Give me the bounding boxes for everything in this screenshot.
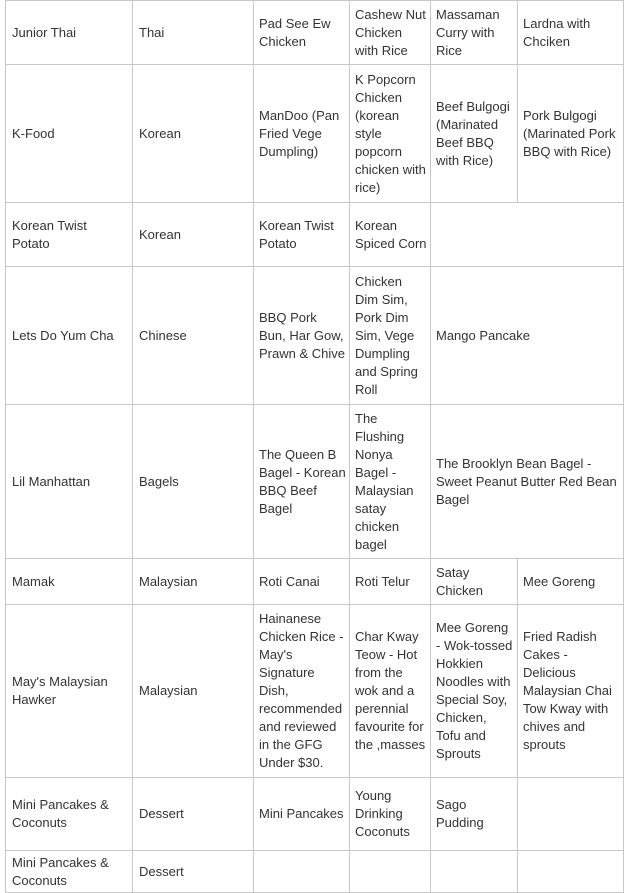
- table-cell: Lardna with Chciken: [518, 1, 624, 65]
- table-cell: Dessert: [133, 778, 254, 851]
- table-cell: ManDoo (Pan Fried Vege Dumpling): [254, 65, 350, 203]
- table-cell: Cashew Nut Chicken with Rice: [350, 1, 431, 65]
- table-cell: Mini Pancakes & Coconuts: [6, 778, 133, 851]
- table-cell: Thai: [133, 1, 254, 65]
- table-cell: The Queen B Bagel - Korean BBQ Beef Bagel: [254, 405, 350, 559]
- table-cell: [431, 203, 624, 267]
- table-body: [6, 1, 624, 893]
- table-cell: K-Food: [6, 65, 133, 203]
- table-cell: [518, 851, 624, 893]
- table-cell: Korean Spiced Corn: [350, 203, 431, 267]
- table-cell: K Popcorn Chicken (korean style popcorn chicken with rice): [350, 65, 431, 203]
- table-cell: Roti Canai: [254, 559, 350, 605]
- table-cell: Chicken Dim Sim, Pork Dim Sim, Vege Dumpling and Spring Roll: [350, 267, 431, 405]
- table-cell: Mamak: [6, 559, 133, 605]
- table-cell: Malaysian: [133, 559, 254, 605]
- table-cell: [431, 851, 518, 893]
- table-cell: [518, 778, 624, 851]
- table-cell: Lets Do Yum Cha: [6, 267, 133, 405]
- table-row: [6, 267, 624, 405]
- table-cell: BBQ Pork Bun, Har Gow, Prawn & Chive: [254, 267, 350, 405]
- table-row: [6, 65, 624, 203]
- table-cell: Beef Bulgogi (Marinated Beef BBQ with Rice): [431, 65, 518, 203]
- vendor-menu-table: [5, 0, 624, 893]
- table-row: [6, 605, 624, 778]
- table-row: [6, 405, 624, 559]
- table-cell: Korean: [133, 203, 254, 267]
- table-cell: Mango Pancake: [431, 267, 624, 405]
- table-cell: Sago Pudding: [431, 778, 518, 851]
- table-cell: Mini Pancakes & Coconuts: [6, 851, 133, 893]
- table-cell: Korean Twist Potato: [254, 203, 350, 267]
- table-cell: Char Kway Teow - Hot from the wok and a perennial favourite for the ,masses: [350, 605, 431, 778]
- table-row: [6, 559, 624, 605]
- table-cell: Mini Pancakes: [254, 778, 350, 851]
- table-cell: Korean: [133, 65, 254, 203]
- table-row: [6, 1, 624, 65]
- table-cell: Junior Thai: [6, 1, 133, 65]
- table-cell: May's Malaysian Hawker: [6, 605, 133, 778]
- table-cell: Lil Manhattan: [6, 405, 133, 559]
- table-cell: Pork Bulgogi (Marinated Pork BBQ with Rice): [518, 65, 624, 203]
- table-cell: Hainanese Chicken Rice - May's Signature Dish, recommended and reviewed in the GFG Under $30.: [254, 605, 350, 778]
- table-cell: Bagels: [133, 405, 254, 559]
- table-cell: Young Drinking Coconuts: [350, 778, 431, 851]
- table-row: [6, 203, 624, 267]
- table-cell: Korean Twist Potato: [6, 203, 133, 267]
- table-row: [6, 778, 624, 851]
- table-cell: The Brooklyn Bean Bagel - Sweet Peanut Butter Red Bean Bagel: [431, 405, 624, 559]
- table-cell: The Flushing Nonya Bagel - Malaysian satay chicken bagel: [350, 405, 431, 559]
- table-cell: Malaysian: [133, 605, 254, 778]
- table-cell: Mee Goreng: [518, 559, 624, 605]
- table-cell: [350, 851, 431, 893]
- table-cell: Chinese: [133, 267, 254, 405]
- table-cell: Dessert: [133, 851, 254, 893]
- table-cell: Satay Chicken: [431, 559, 518, 605]
- table-cell: [254, 851, 350, 893]
- table-cell: Fried Radish Cakes - Delicious Malaysian Chai Tow Kway with chives and sprouts: [518, 605, 624, 778]
- table-cell: Roti Telur: [350, 559, 431, 605]
- table-cell: Massaman Curry with Rice: [431, 1, 518, 65]
- table-cell: Pad See Ew Chicken: [254, 1, 350, 65]
- table-cell: Mee Goreng - Wok-tossed Hokkien Noodles with Special Soy, Chicken, Tofu and Sprouts: [431, 605, 518, 778]
- table-row: [6, 851, 624, 893]
